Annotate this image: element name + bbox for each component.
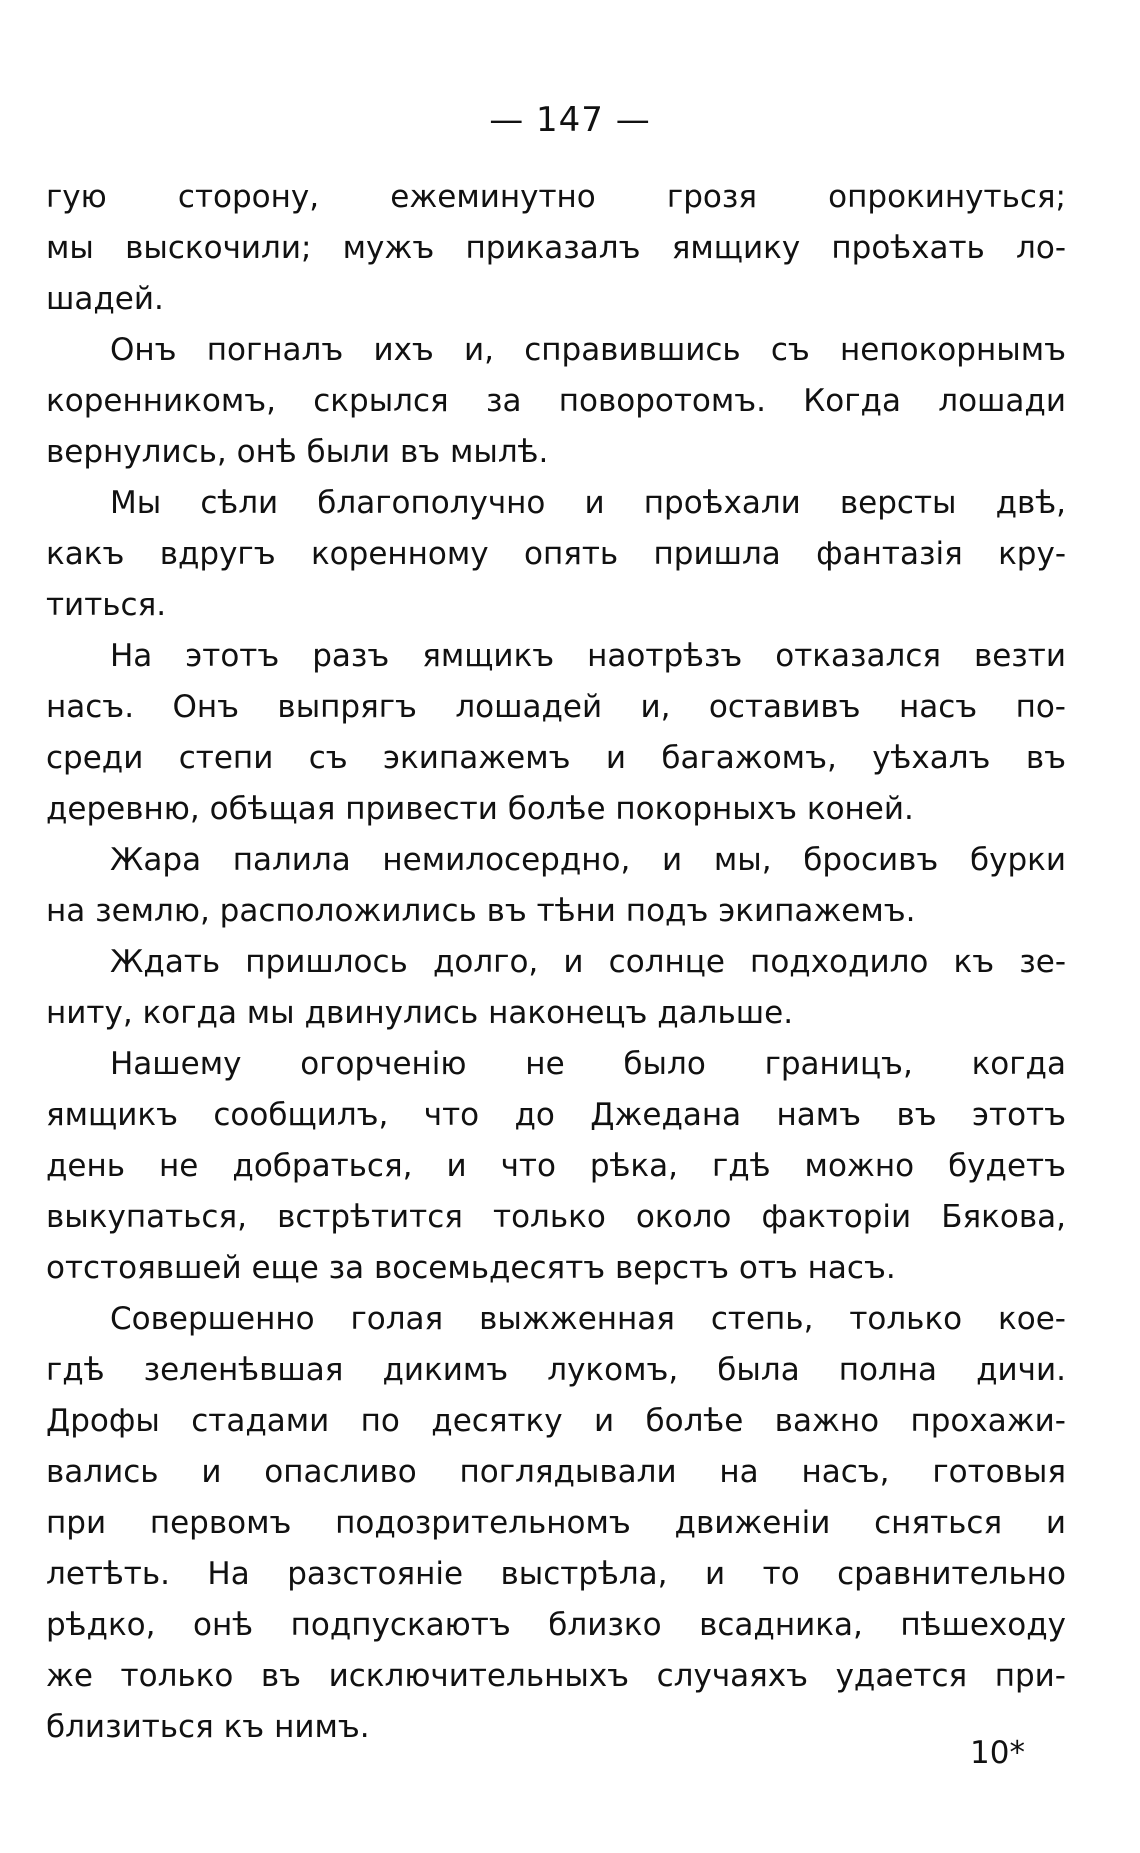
text-line: На этотъ разъ ямщикъ наотрѣзъ отказался везти: [110, 638, 1066, 674]
text-line: Ждать пришлось долго, и солнце подходило къ зе-: [110, 944, 1066, 980]
text-line: какъ вдругъ коренному опять пришла фантазія кру-: [46, 536, 1066, 572]
page-number: — 147 —: [489, 100, 651, 140]
text-line: титься.: [46, 587, 167, 623]
text-line: выкупаться, встрѣтится только около факторіи Бякова,: [46, 1199, 1066, 1235]
text-line: гую сторону, ежеминутно грозя опрокинуться;: [46, 179, 1066, 215]
text-line: мы выскочили; мужъ приказалъ ямщику проѣхать ло-: [46, 230, 1066, 266]
text-line: среди степи съ экипажемъ и багажомъ, уѣхалъ въ: [46, 740, 1066, 776]
text-line: Нашему огорченію не было границъ, когда: [110, 1046, 1066, 1082]
text-line: Онъ погналъ ихъ и, справившись съ непокорнымъ: [110, 332, 1066, 368]
text-line: насъ. Онъ выпрягъ лошадей и, оставивъ насъ по-: [46, 689, 1066, 725]
text-line: вались и опасливо поглядывали на насъ, готовыя: [46, 1454, 1066, 1490]
text-line: день не добраться, и что рѣка, гдѣ можно будетъ: [46, 1148, 1066, 1184]
text-line: ниту, когда мы двинулись наконецъ дальше.: [46, 995, 794, 1031]
text-line: гдѣ зеленѣвшая дикимъ лукомъ, была полна дичи.: [46, 1352, 1066, 1388]
text-line: отстоявшей еще за восемьдесятъ верстъ отъ насъ.: [46, 1250, 896, 1286]
text-line: ямщикъ сообщилъ, что до Джедана намъ въ этотъ: [46, 1097, 1066, 1133]
body-text: [46, 172, 1066, 1753]
text-line: при первомъ подозрительномъ движеніи сняться и: [46, 1505, 1066, 1541]
text-line: Дрофы стадами по десятку и болѣе важно прохажи-: [46, 1403, 1066, 1439]
text-line: на землю, расположились въ тѣни подъ экипажемъ.: [46, 893, 916, 929]
signature-mark: 10*: [970, 1735, 1025, 1771]
text-line: Совершенно голая выжженная степь, только кое-: [110, 1301, 1066, 1337]
text-line: Жара палила немилосердно, и мы, бросивъ бурки: [110, 842, 1066, 878]
text-line: Мы сѣли благополучно и проѣхали версты двѣ,: [110, 485, 1066, 521]
text-line: шадей.: [46, 281, 164, 317]
text-line: же только въ исключительныхъ случаяхъ удается при-: [46, 1658, 1066, 1694]
text-line: деревню, обѣщая привести болѣе покорныхъ коней.: [46, 791, 914, 827]
text-line: коренникомъ, скрылся за поворотомъ. Когда лошади: [46, 383, 1066, 419]
text-line: вернулись, онѣ были въ мылѣ.: [46, 434, 549, 470]
text-line: рѣдко, онѣ подпускаютъ близко всадника, пѣшеходу: [46, 1607, 1066, 1643]
text-line: близиться къ нимъ.: [46, 1709, 370, 1745]
text-line: летѣть. На разстояніе выстрѣла, и то сравнительно: [46, 1556, 1066, 1592]
